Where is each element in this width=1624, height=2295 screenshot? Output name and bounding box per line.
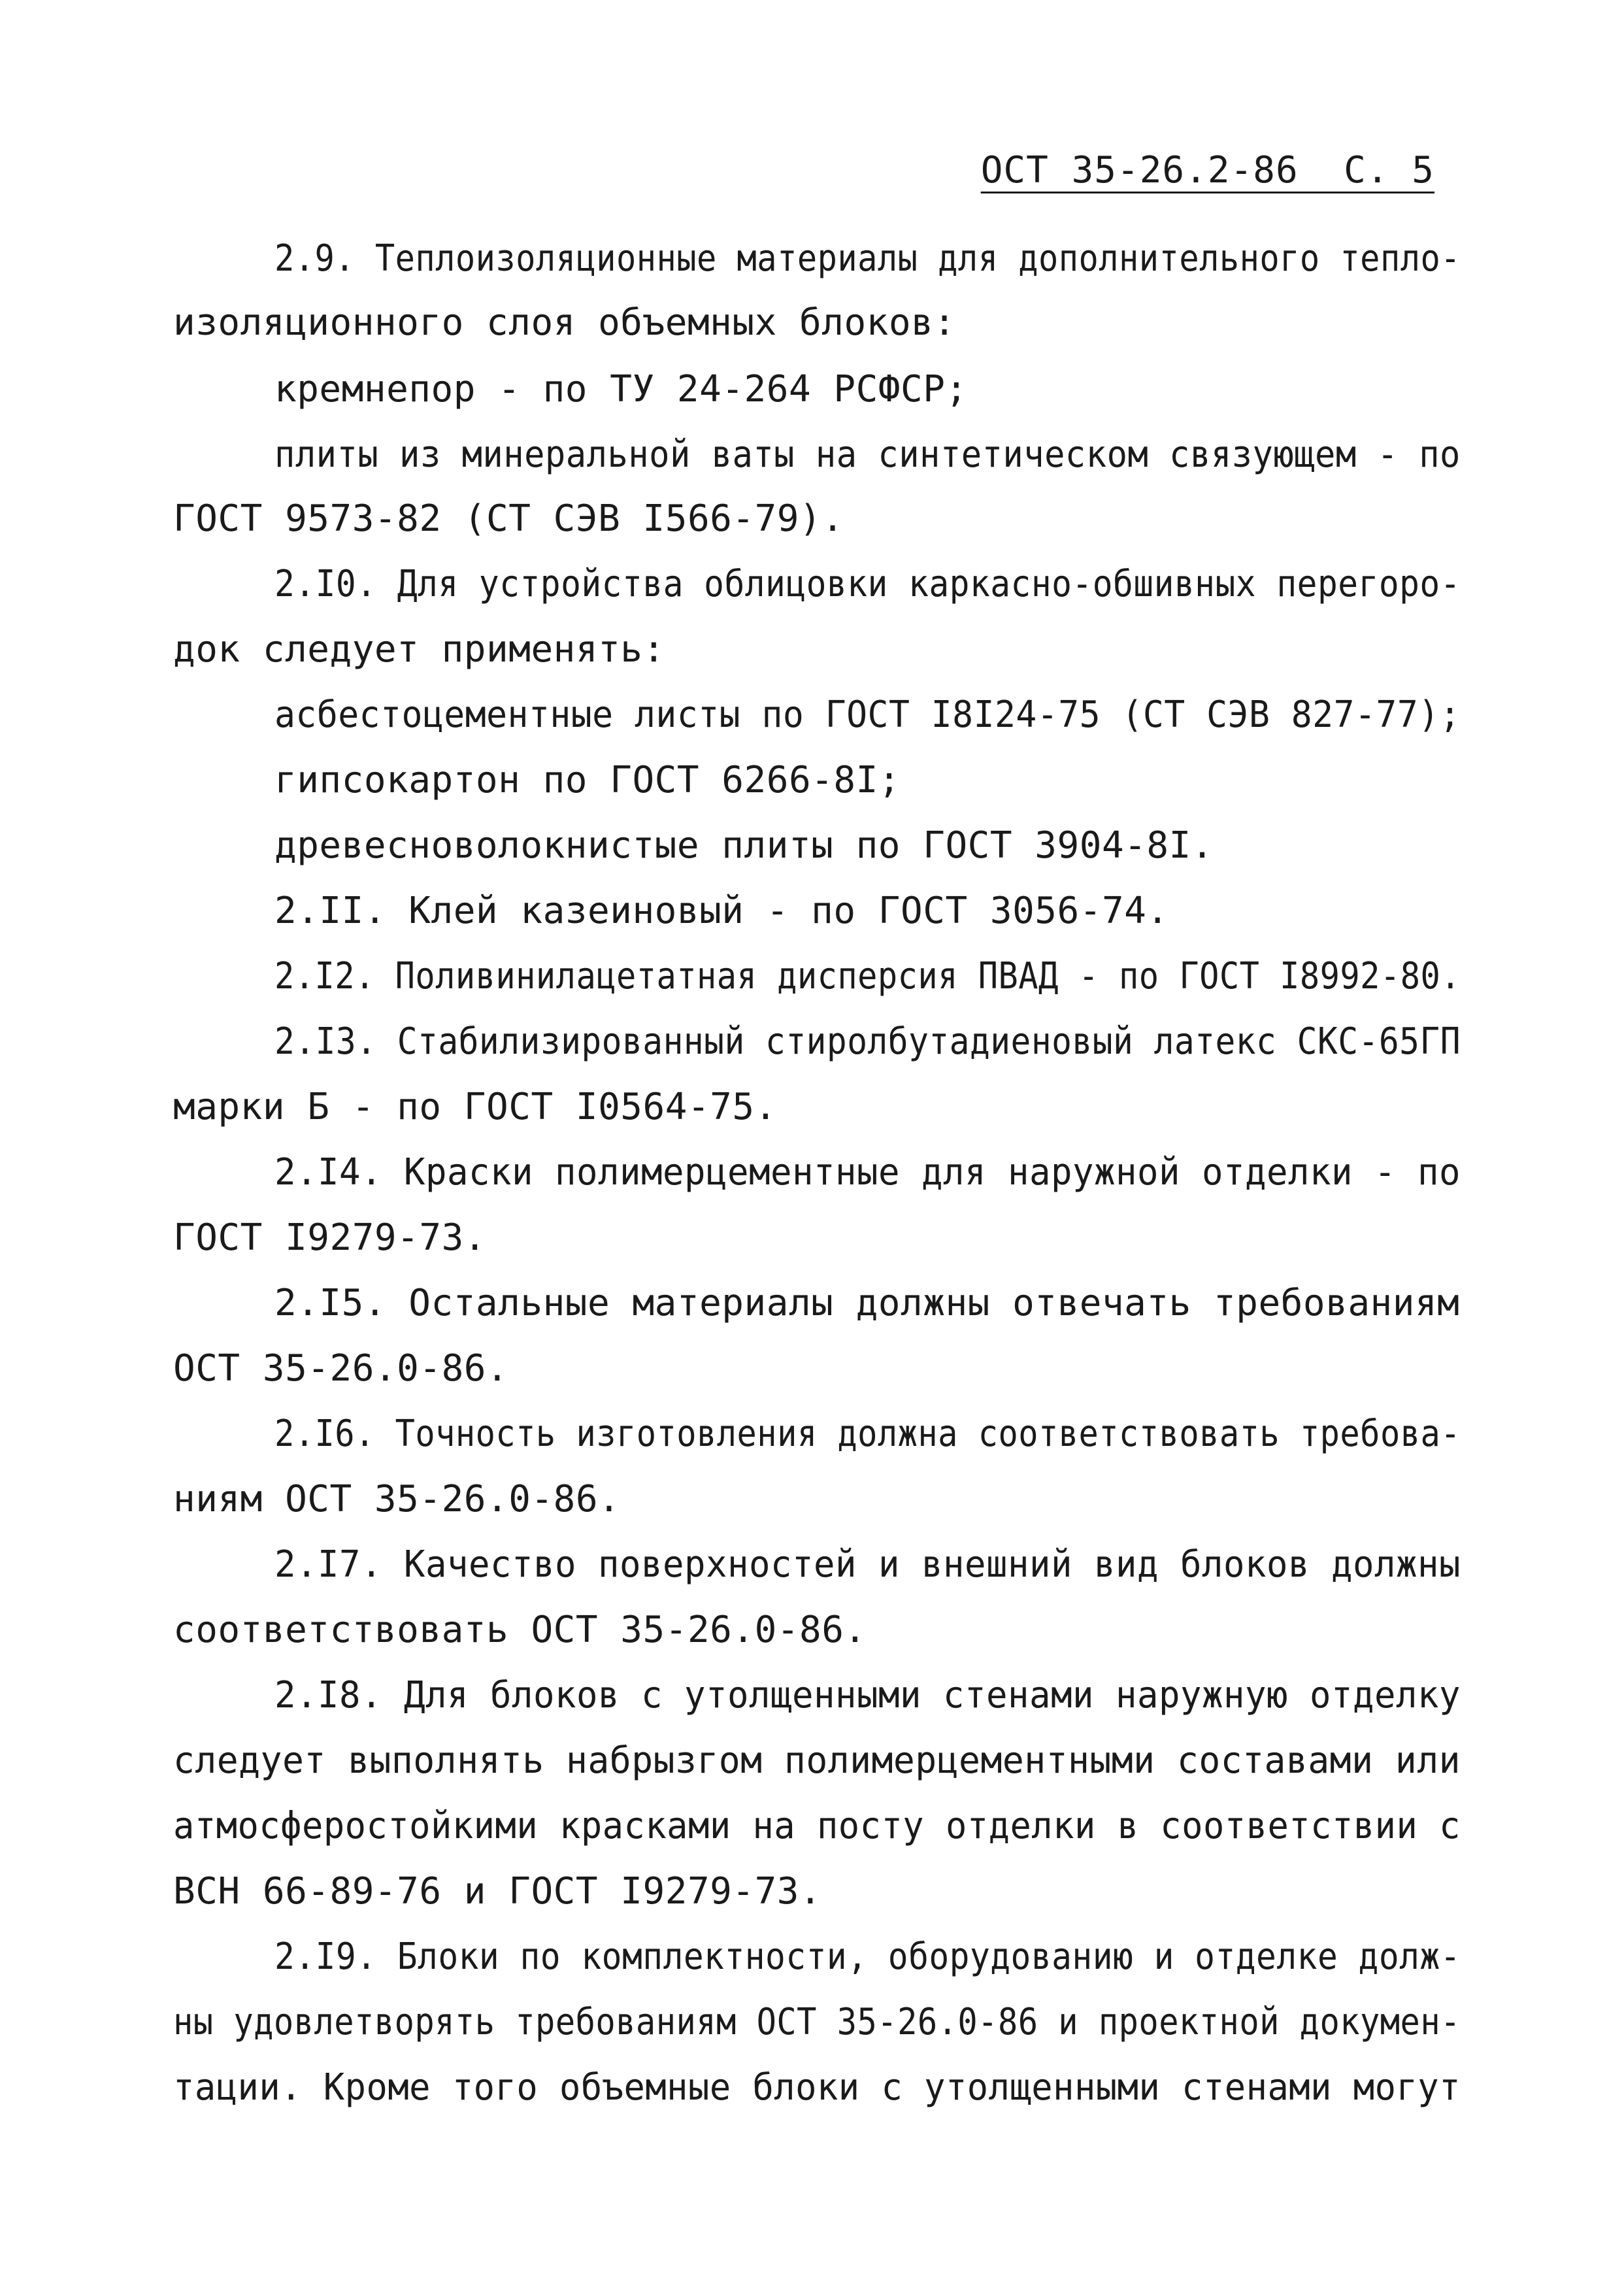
text-line: гипсокартон по ГОСТ 6266-8I; xyxy=(274,759,901,801)
text-line: ГОСТ I9279-73. xyxy=(173,1216,487,1259)
text-line: плиты из минеральной ваты на синтетическом связующем - по xyxy=(274,433,1461,476)
text-line: асбестоцементные листы по ГОСТ I8I24-75 (СТ СЭВ 827-77); xyxy=(274,694,1461,736)
text-line: кремнепор - по ТУ 24-264 РСФСР; xyxy=(274,368,968,410)
text-line: атмосферостойкими красками на посту отделки в соответствии с xyxy=(173,1805,1461,1847)
text-line: ниям ОСТ 35-26.0-86. xyxy=(173,1478,621,1520)
text-line: древесноволокнистые плиты по ГОСТ 3904-8I. xyxy=(274,824,1214,867)
text-line: 2.I3. Стабилизированный стиролбутадиеновый латекс СКС-65ГП xyxy=(274,1020,1461,1063)
text-line: 2.I8. Для блоков с утолщенными стенами наружную отделку xyxy=(274,1674,1461,1717)
text-line: ны удовлетворять требованиям ОСТ 35-26.0-86 и проектной докумен- xyxy=(173,2001,1461,2043)
text-line: ВСН 66-89-76 и ГОСТ I9279-73. xyxy=(173,1870,822,1913)
text-line: соответствовать ОСТ 35-26.0-86. xyxy=(173,1609,867,1651)
text-line: ГОСТ 9573-82 (СТ СЭВ I566-79). xyxy=(173,497,844,540)
text-line: док следует применять: xyxy=(173,628,665,671)
text-line: марки Б - по ГОСТ I0564-75. xyxy=(173,1086,777,1128)
page-header: ОСТ 35-26.2-86 С. 5 xyxy=(980,149,1434,192)
text-line: изоляционного слоя объемных блоков: xyxy=(173,301,956,344)
text-line: следует выполнять набрызгом полимерцементными составами или xyxy=(173,1739,1461,1782)
text-line: 2.II. Клей казеиновый - по ГОСТ 3056-74. xyxy=(274,890,1169,932)
text-line: тации. Кроме того объемные блоки с утолщенными стенами могут xyxy=(173,2066,1461,2109)
text-line: 2.9. Теплоизоляционные материалы для дополнительного тепло- xyxy=(274,237,1461,280)
text-line: ОСТ 35-26.0-86. xyxy=(173,1347,509,1390)
text-line: 2.I4. Краски полимерцементные для наружной отделки - по xyxy=(274,1151,1461,1194)
text-line: 2.I7. Качество поверхностей и внешний вид блоков должны xyxy=(274,1543,1461,1586)
text-line: 2.I5. Остальные материалы должны отвечать требованиям xyxy=(274,1282,1460,1324)
text-line: 2.I0. Для устройства облицовки каркасно-обшивных перегоро- xyxy=(274,563,1461,605)
text-line: 2.I9. Блоки по комплектности, оборудованию и отделке долж- xyxy=(274,1935,1461,1978)
text-line: 2.I2. Поливинилацетатная дисперсия ПВАД - по ГОСТ I8992-80. xyxy=(274,955,1461,997)
text-line: 2.I6. Точность изготовления должна соответствовать требова- xyxy=(274,1413,1461,1455)
